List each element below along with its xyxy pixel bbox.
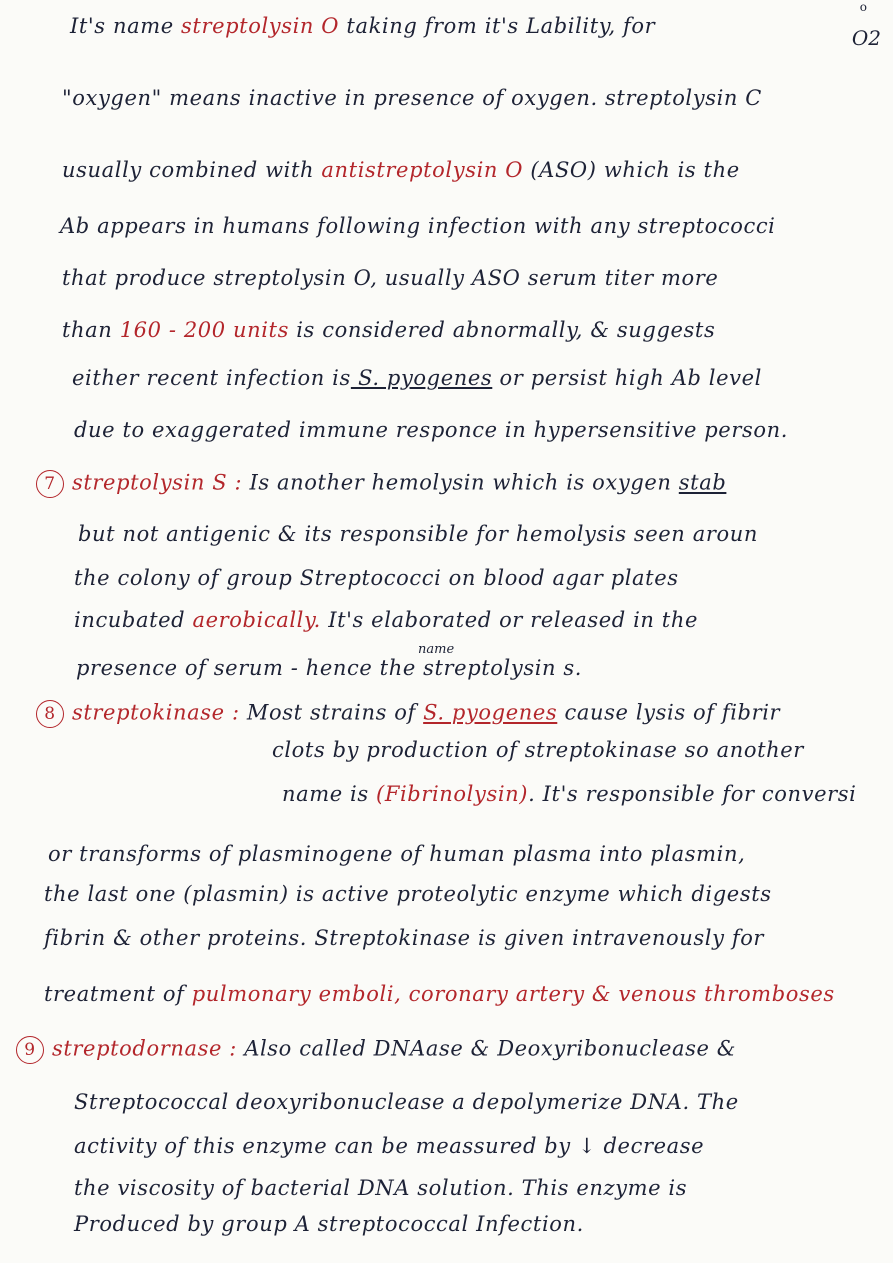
p6-line-8: due to exaggerated immune responce in hypersensitive person. — [74, 418, 788, 442]
s8-line-6: fibrin & other proteins. Streptokinase is given intravenously for — [44, 926, 765, 950]
corner-o2-label: O2 — [851, 26, 881, 50]
s7-line-5: presence of serum - hence the streptolysin s. — [76, 656, 583, 680]
s9-line-3: activity of this enzyme can be meassured by ↓ decrease — [74, 1134, 705, 1158]
p6-line-3: usually combined with antistreptolysin O (ASO) which is the — [62, 158, 740, 182]
s8-line-1: 8 streptokinase : Most strains of S. pyogenes cause lysis of fibrir — [0, 700, 893, 728]
section-9-number: 9 — [16, 1036, 44, 1064]
section-8-number: 8 — [36, 700, 64, 728]
s9-line-1: 9 streptodornase : Also called DNAase & Deoxyribonuclease & — [0, 1036, 893, 1064]
p6-line-4: Ab appears in humans following infection with any streptococci — [60, 214, 776, 238]
s7-line-2: but not antigenic & its responsible for hemolysis seen aroun — [78, 522, 758, 546]
s9-line-4: the viscosity of bacterial DNA solution. This enzyme is — [74, 1176, 688, 1200]
p6-line-6: than 160 - 200 units is considered abnormally, & suggests — [62, 318, 716, 342]
p6-line-1: It's name streptolysin O taking from it's Lability, for — [70, 14, 656, 38]
p6-line-5: that produce streptolysin O, usually ASO serum titer more — [62, 266, 719, 290]
section-7-heading: streptolysin S : — [72, 470, 243, 495]
s9-line-2: Streptococcal deoxyribonuclease a depolymerize DNA. The — [74, 1090, 739, 1114]
s7-line-4: incubated aerobically. It's elaborated or released in the — [74, 608, 698, 632]
section-7-number: 7 — [36, 470, 64, 498]
s7-line-3: the colony of group Streptococci on blood agar plates — [74, 566, 679, 590]
section-9-heading: streptodornase : — [52, 1036, 237, 1061]
s7-insert-name: name — [418, 642, 455, 657]
p6-line-2: "oxygen" means inactive in presence of oxygen. streptolysin C — [62, 86, 762, 110]
s8-line-3: name is (Fibrinolysin). It's responsible for conversi — [282, 782, 857, 806]
s8-line-2: clots by production of streptokinase so another — [272, 738, 804, 762]
s8-line-4: or transforms of plasminogene of human plasma into plasmin, — [48, 842, 746, 866]
section-8-heading: streptokinase : — [72, 700, 240, 725]
s8-line-5: the last one (plasmin) is active proteolytic enzyme which digests — [44, 882, 772, 906]
s9-line-5: Produced by group A streptococcal Infection. — [74, 1212, 584, 1236]
s7-line-1: 7 streptolysin S : Is another hemolysin which is oxygen stab — [0, 470, 893, 498]
p6-line-7: either recent infection is S. pyogenes or persist high Ab level — [72, 366, 762, 390]
corner-o-mark: o — [859, 0, 867, 14]
s8-line-7: treatment of pulmonary emboli, coronary artery & venous thromboses — [44, 982, 835, 1006]
